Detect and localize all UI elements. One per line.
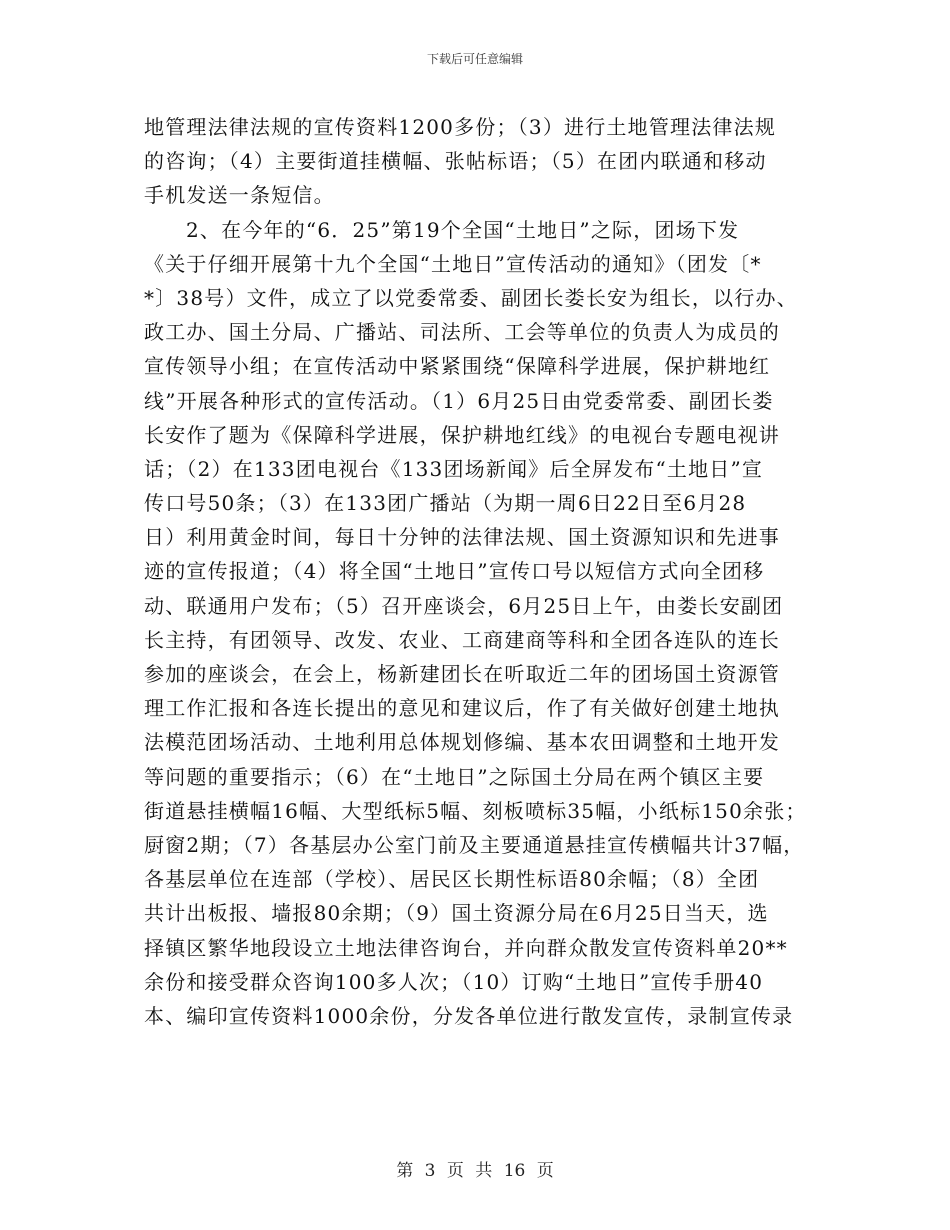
body-line: 长主持，有团领导、改发、农业、工商建商等科和全团各连队的连长: [144, 627, 780, 652]
body-line: 宣传领导小组；在宣传活动中紧紧围绕“保障科学进展，保护耕地红: [144, 354, 771, 379]
body-line: 各基层单位在连部（学校）、居民区长期性标语80余幅；（8）全团: [144, 867, 760, 892]
body-line: 《关于仔细开展第十九个全国“土地日”宣传活动的通知》（团发〔*: [144, 251, 762, 276]
body-line: 地管理法律法规的宣传资料1200多份；（3）进行土地管理法律法规: [144, 115, 777, 139]
body-line: 共计出板报、墙报80余期；（9）国土资源分局在6月25日当天，选: [144, 901, 769, 926]
body-line: 线”开展各种形式的宣传活动。（1）6月25日由党委常委、副团长娄: [144, 388, 774, 413]
body-line: 动、联通用户发布；（5）召开座谈会，6月25日上午，由娄长安副团: [144, 593, 784, 618]
body-line: 择镇区繁华地段设立土地法律咨询台，并向群众散发宣传资料单20**: [144, 935, 788, 960]
body-line: 理工作汇报和各连长提出的意见和建议后，作了有关做好创建土地执: [144, 696, 780, 721]
body-line: 迹的宣传报道；（4）将全国“土地日”宣传口号以短信方式向全团移: [144, 559, 765, 584]
body-line: 话；（2）在133团电视台《133团场新闻》后全屏发布“土地日”宣: [144, 456, 764, 481]
body-line: 手机发送一条短信。: [144, 183, 335, 208]
page-number-footer: 第 3 页 共 16 页: [396, 1161, 554, 1181]
body-line: 日）利用黄金时间，每日十分钟的法律法规、国土资源知识和先进事: [144, 525, 780, 550]
body-line: *〕38号）文件，成立了以党委常委、副团长娄长安为组长，以行办、: [144, 285, 798, 310]
document-body: [144, 110, 834, 1033]
page-header: 下载后可任意编辑: [426, 52, 523, 66]
body-line: 法模范团场活动、土地利用总体规划修编、基本农田调整和土地开发: [144, 730, 780, 755]
body-line: 的咨询；（4）主要街道挂横幅、张帖标语；（5）在团内联通和移动: [144, 149, 767, 174]
body-line: 等问题的重要指示；（6）在“土地日”之际国土分局在两个镇区主要: [144, 764, 765, 789]
body-line: 传口号50条；（3）在133团广播站（为期一周6日22日至6月28: [144, 491, 747, 516]
body-line: 本、编印宣传资料1000余份，分发各单位进行散发宣传，录制宣传录: [144, 1003, 794, 1028]
body-line: 厨窗2期；（7）各基层办公室门前及主要通道悬挂宣传横幅共计37幅，: [144, 832, 805, 857]
body-line: 长安作了题为《保障科学进展，保护耕地红线》的电视台专题电视讲: [144, 422, 780, 447]
body-line: 政工办、国土分局、广播站、司法所、工会等单位的负责人为成员的: [144, 320, 780, 345]
paragraph-start-line: 2、在今年的“6．25”第19个全国“土地日”之际，团场下发: [186, 217, 740, 242]
body-line: 余份和接受群众咨询100多人次；（10）订购“土地日”宣传手册40: [144, 969, 764, 994]
body-line: 街道悬挂横幅16幅、大型纸标5幅、刻板喷标35幅，小纸标150余张；: [144, 798, 807, 823]
body-line: 参加的座谈会，在会上，杨新建团长在听取近二年的团场国土资源管: [144, 662, 780, 686]
